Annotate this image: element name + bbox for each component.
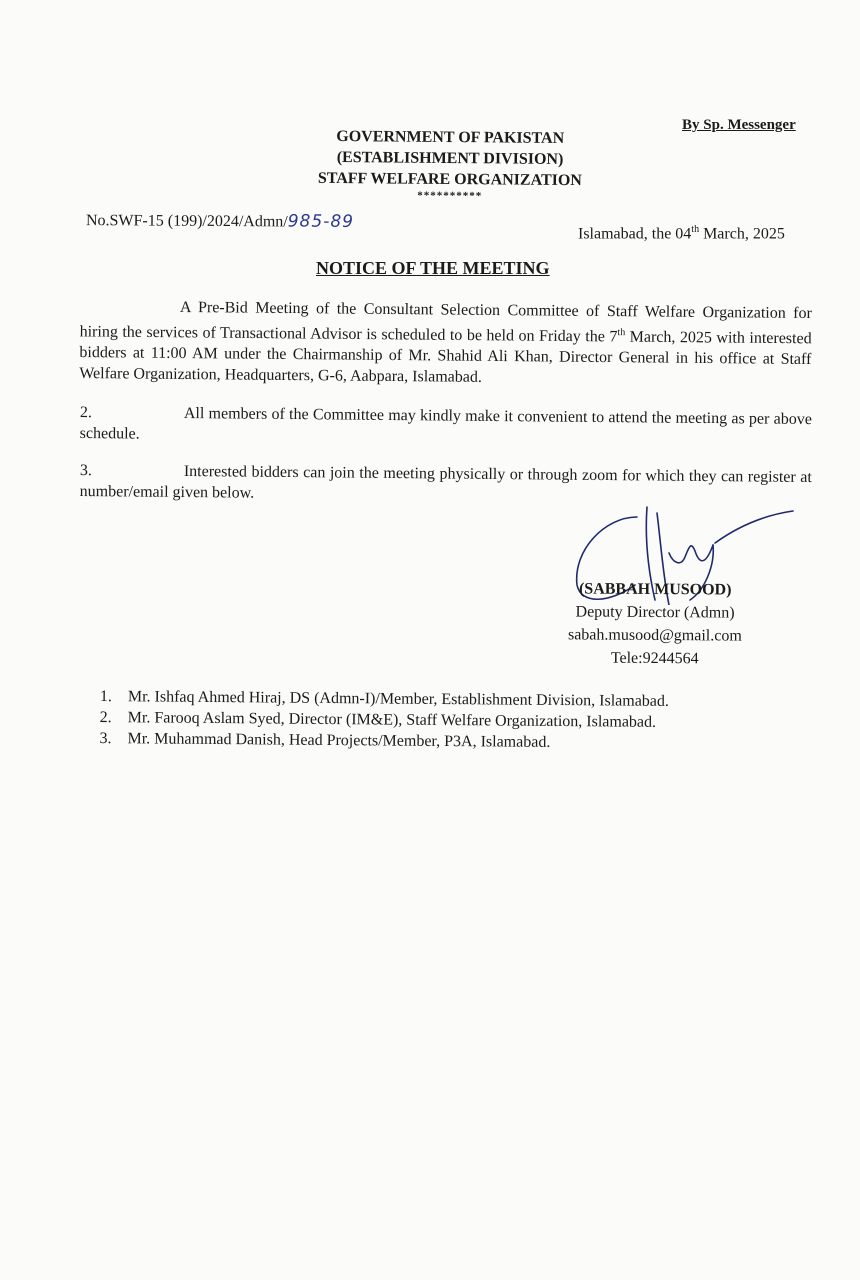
paragraph-2-text: All members of the Committee may kindly make it convenient to attend the meeting as per above schedule. — [79, 404, 812, 443]
paragraph-2-number: 2. — [79, 403, 92, 422]
recipient-text: Mr. Farooq Aslam Syed, Director (IM&E), Staff Welfare Organization, Islamabad. — [127, 709, 657, 731]
reference-printed: No.SWF-15 (199)/2024/Admn/ — [85, 212, 288, 231]
letterhead-organization: STAFF WELFARE ORGANIZATION — [317, 169, 582, 190]
signer-name: (SABBAH MUSOOD) — [578, 580, 732, 599]
date-suffix: th — [691, 224, 700, 235]
recipient-text: Mr. Ishfaq Ahmed Hiraj, DS (Admn-I)/Member, Establishment Division, Islamabad. — [127, 688, 670, 710]
letterhead-division: (ESTABLISHMENT DIVISION) — [336, 149, 564, 168]
date-prefix: Islamabad, the 04 — [578, 225, 692, 243]
recipient-number: 2. — [99, 708, 112, 727]
paragraph-1-sup: th — [617, 327, 626, 339]
letter-date — [578, 224, 785, 243]
recipient-number: 3. — [99, 729, 112, 748]
signer-email: sabah.musood@gmail.com — [567, 626, 742, 645]
reference-number — [86, 210, 354, 232]
paragraph-1 — [79, 296, 812, 391]
paragraph-2 — [80, 402, 812, 451]
signer-phone: Tele:9244564 — [610, 649, 699, 668]
letterhead — [280, 126, 621, 204]
signer-designation: Deputy Director (Admn) — [575, 603, 735, 622]
letterhead-stars: ********** — [417, 189, 483, 203]
paragraph-1-part-b: March, 2025 with interested bidders at 11:00 AM under the Chairmanship of Mr. Shahid Ali Khan, Director General in his office at Staff Welfare Organization, Headquarters, G-6, Aabpara, Islamabad. — [79, 328, 812, 387]
notice-title: NOTICE OF THE MEETING — [316, 258, 550, 278]
date-rest: March, 2025 — [699, 225, 785, 243]
recipient-number: 1. — [99, 687, 112, 706]
reference-handwritten: 985-89 — [287, 211, 355, 232]
paragraph-3-number: 3. — [79, 461, 92, 480]
paragraph-1-part-a: A Pre-Bid Meeting of the Consultant Selection Committee of Staff Welfare Organization for hiring the services of Transactional Advisor is scheduled to be held on Friday the 7 — [79, 298, 812, 346]
recipient-text: Mr. Muhammad Danish, Head Projects/Member, P3A, Islamabad. — [127, 730, 551, 751]
letterhead-government: GOVERNMENT OF PAKISTAN — [336, 128, 565, 147]
paragraph-3-text: Interested bidders can join the meeting physically or through zoom for which they can register at number/email given below. — [79, 462, 812, 502]
signer-block — [555, 577, 756, 670]
paragraph-3 — [80, 460, 812, 509]
recipient-list — [99, 686, 669, 754]
delivery-mode: By Sp. Messenger — [682, 117, 796, 133]
